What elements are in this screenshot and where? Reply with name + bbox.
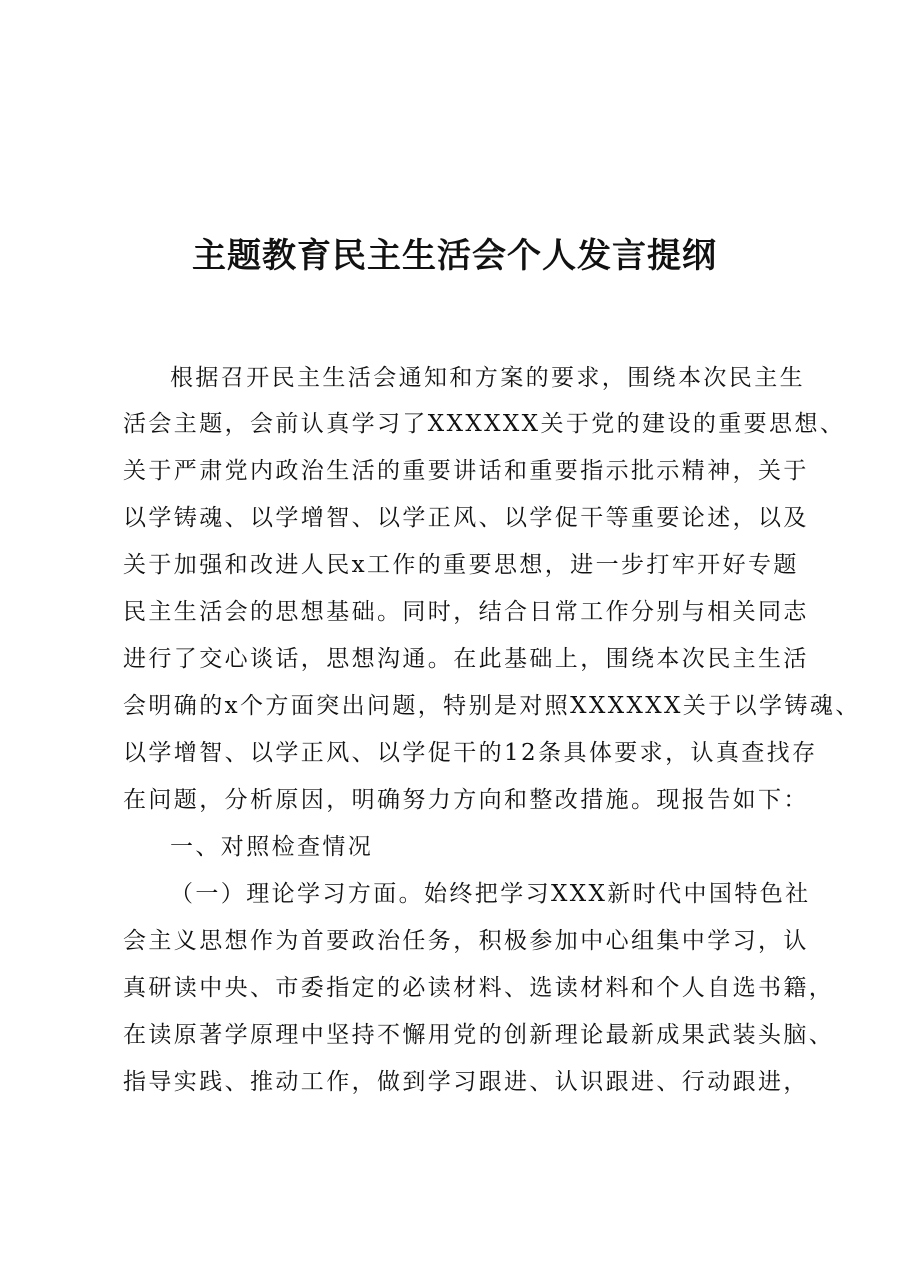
- paragraph-line: 活会主题，会前认真学习了XXXXXX关于党的建设的重要思想、: [123, 411, 846, 437]
- paragraph-line: 真研读中央、市委指定的必读材料、选读材料和个人自选书籍，: [123, 975, 835, 1001]
- paragraph-line: 指导实践、推动工作，做到学习跟进、认识跟进、行动跟进，: [123, 1069, 809, 1095]
- paragraph-line: 关于严肃党内政治生活的重要讲话和重要指示批示精神，关于: [123, 458, 809, 484]
- paragraph-line: 民主生活会的思想基础。同时，结合日常工作分别与相关同志: [123, 599, 809, 625]
- paragraph-line: 关于加强和改进人民x工作的重要思想，进一步打牢开好专题: [123, 552, 799, 578]
- paragraph-line: 根据召开民主生活会通知和方案的要求，围绕本次民主生: [170, 365, 805, 391]
- paragraph-line: 会主义思想作为首要政治任务，积极参加中心组集中学习，认: [123, 928, 809, 954]
- paragraph-line: 进行了交心谈话，思想沟通。在此基础上，围绕本次民主生活: [123, 646, 809, 672]
- paragraph-line: 在问题，分析原因，明确努力方向和整改措施。现报告如下：: [123, 787, 809, 813]
- paragraph-line: 以学增智、以学正风、以学促干的12条具体要求，认真查找存: [123, 740, 818, 766]
- paragraph-line: （一）理论学习方面。始终把学习XXX新时代中国特色社: [170, 881, 811, 907]
- section-heading: 一、对照检查情况: [170, 834, 374, 860]
- paragraph-line: 以学铸魂、以学增智、以学正风、以学促干等重要论述，以及: [123, 505, 809, 531]
- document-title: 主题教育民主生活会个人发言提纲: [192, 236, 717, 276]
- paragraph-line: 在读原著学原理中坚持不懈用党的创新理论最新成果武装头脑、: [123, 1022, 835, 1048]
- paragraph-line: 会明确的x个方面突出问题，特别是对照XXXXXX关于以学铸魂、: [123, 693, 861, 719]
